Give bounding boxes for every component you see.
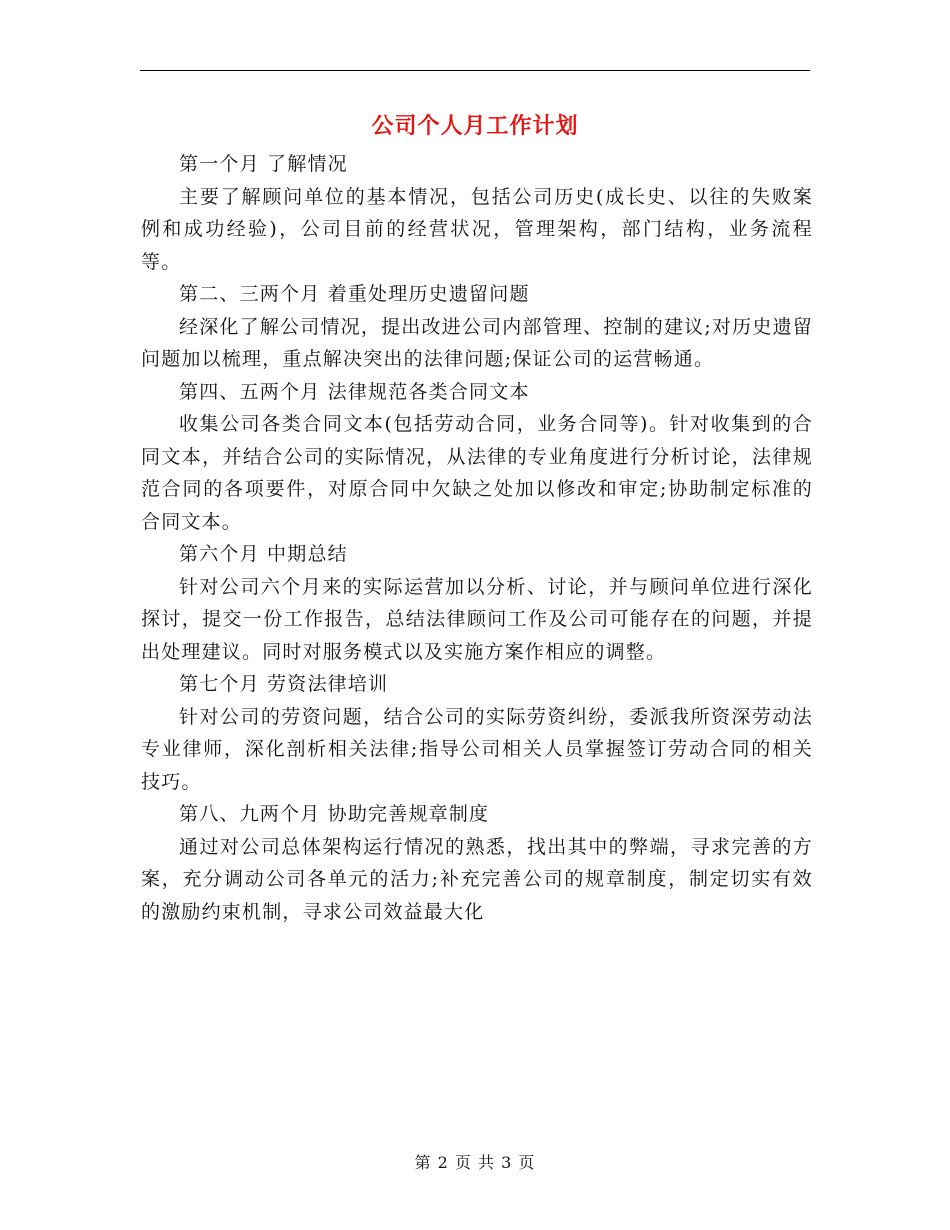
section-heading-month-8-9: 第八、九两个月 协助完善规章制度 <box>179 803 490 825</box>
document-title: 公司个人月工作计划 <box>371 113 579 139</box>
body-paragraph: 通过对公司总体架构运行情况的熟悉，找出其中的弊端，寻求完善的方案，充分调动公司各单元的活力;补充完善公司的规章制度，制定切实有效的激励约束机制，寻求公司效益最大化 <box>141 835 813 923</box>
section-heading-month-6: 第六个月 中期总结 <box>179 543 348 565</box>
body-paragraph: 主要了解顾问单位的基本情况，包括公司历史(成长史、以往的失败案例和成功经验)，公司目前的经营状况，管理架构，部门结构，业务流程等。 <box>141 185 813 273</box>
section-heading-month-1: 第一个月 了解情况 <box>179 153 348 175</box>
body-paragraph: 针对公司的劳资问题，结合公司的实际劳资纠纷，委派我所资深劳动法专业律师，深化剖析相关法律;指导公司相关人员掌握签订劳动合同的相关技巧。 <box>141 705 813 793</box>
section-heading-month-4-5: 第四、五两个月 法律规范各类合同文本 <box>179 380 530 403</box>
header-rule <box>140 70 810 71</box>
body-paragraph: 针对公司六个月来的实际运营加以分析、讨论，并与顾问单位进行深化探讨，提交一份工作报告，总结法律顾问工作及公司可能存在的问题，并提出处理建议。同时对服务模式以及实施方案作相应的调整。 <box>141 575 813 663</box>
body-paragraph: 经深化了解公司情况，提出改进公司内部管理、控制的建议;对历史遗留问题加以梳理，重点解决突出的法律问题;保证公司的运营畅通。 <box>141 315 813 370</box>
page-number-footer: 第 2 页 共 3 页 <box>414 1153 536 1172</box>
section-heading-month-7: 第七个月 劳资法律培训 <box>179 673 389 695</box>
body-paragraph: 收集公司各类合同文本(包括劳动合同，业务合同等)。针对收集到的合同文本，并结合公司的实际情况，从法律的专业角度进行分析讨论，法律规范合同的各项要件，对原合同中欠缺之处加以修改和审定;协助制定标准的合同文本。 <box>141 413 813 533</box>
section-heading-month-2-3: 第二、三两个月 着重处理历史遗留问题 <box>179 283 530 305</box>
document-body <box>141 148 813 928</box>
